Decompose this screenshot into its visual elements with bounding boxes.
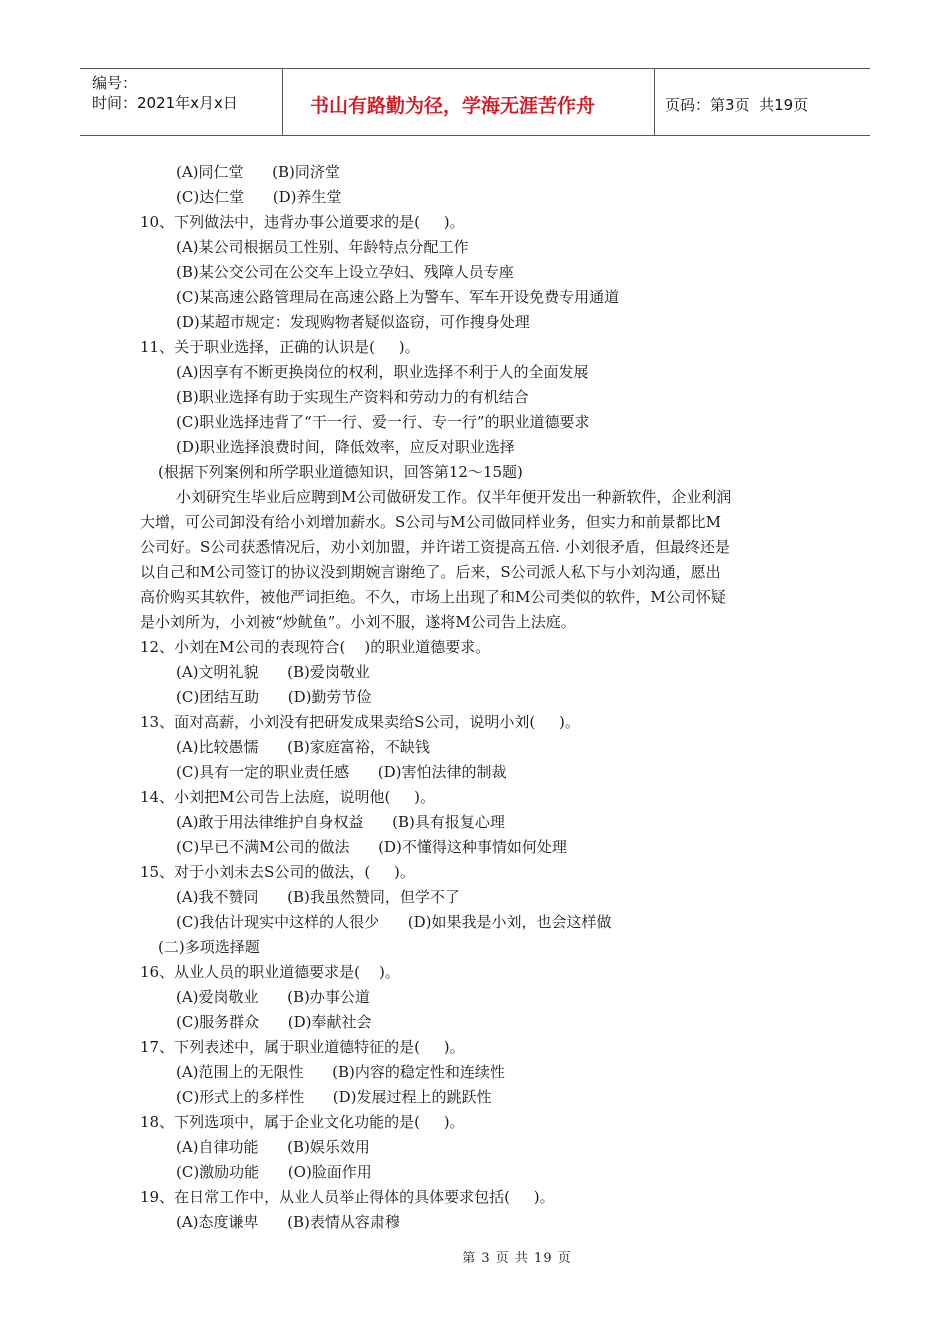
answer-option-line: (A)敢于用法律维护自身权益 (B)具有报复心理 [176,813,505,831]
question-line: 10、下列做法中，违背办事公道要求的是( )。 [140,213,465,231]
answer-option-line: (D)某超市规定：发现购物者疑似盗窃，可作搜身处理 [176,313,530,331]
header-page-info: 页码：第3页 共19页 [665,95,809,114]
answer-option-line: (C)激励功能 (O)脸面作用 [176,1163,372,1181]
answer-option-line: (A)爱岗敬业 (B)办事公道 [176,988,370,1006]
answer-option-line: (C)我估计现实中这样的人很少 (D)如果我是小刘，也会这样做 [176,913,612,931]
answer-option-line: (A)文明礼貌 (B)爱岗敬业 [176,663,370,681]
question-line: 15、对于小刘未去S公司的做法，( )。 [140,863,415,881]
answer-option-line: (C)某高速公路管理局在高速公路上为警车、军车开设免费专用通道 [176,288,620,306]
footer-page-number: 第 3 页 共 19 页 [462,1251,572,1266]
document-date: 时间：2021年x月x日 [92,94,238,112]
answer-option-line: (A)我不赞同 (B)我虽然赞同，但学不了 [176,888,460,906]
answer-option-line: (A)因享有不断更换岗位的权利，职业选择不利于人的全面发展 [176,363,589,381]
answer-option-line: (D)职业选择浪费时间，降低效率，应反对职业选择 [176,438,515,456]
answer-option-line: (C)服务群众 (D)奉献社会 [176,1013,372,1031]
question-line: 16、从业人员的职业道德要求是( )。 [140,963,400,981]
answer-option-line: (C)达仁堂 (D)养生堂 [176,188,342,206]
page-header [80,68,870,136]
answer-option-line: (C)具有一定的职业责任感 (D)害怕法律的制裁 [176,763,507,781]
section-heading: (根据下列案例和所学职业道德知识，回答第12～15题) [158,463,523,481]
document-number-label: 编号： [92,74,138,92]
document-body [140,160,810,1235]
question-line: 14、小刘把M公司告上法庭，说明他( )。 [140,788,435,806]
answer-option-line: (B)职业选择有助于实现生产资料和劳动力的有机结合 [176,388,529,406]
question-line: 17、下列表述中，属于职业道德特征的是( )。 [140,1038,465,1056]
case-paragraph-line: 大增，可公司卸没有给小刘增加薪水。S公司与M公司做同样业务，但实力和前景都比M [140,513,721,531]
case-paragraph-line: 公司好。S公司获悉情况后，劝小刘加盟，并许诺工资提高五倍. 小刘很矛盾，但最终还是 [140,538,730,556]
answer-option-line: (A)态度谦卑 (B)表情从容肃穆 [176,1213,400,1231]
answer-option-line: (A)比较愚懦 (B)家庭富裕，不缺钱 [176,738,430,756]
question-line: 13、面对高薪，小刘没有把研发成果卖给S公司，说明小刘( )。 [140,713,580,731]
question-line: 11、关于职业选择，正确的认识是( )。 [140,338,420,356]
case-paragraph-line: 以自己和M公司签订的协议没到期婉言谢绝了。后来，S公司派人私下与小刘沟通，愿出 [140,563,721,581]
answer-option-line: (C)形式上的多样性 (D)发展过程上的跳跃性 [176,1088,492,1106]
header-motto: 书山有路勤为径，学海无涯苦作舟 [283,69,655,135]
question-line: 12、小刘在M公司的表现符合( )的职业道德要求。 [140,638,491,656]
answer-option-line: (A)某公司根据员工性别、年龄特点分配工作 [176,238,469,256]
question-line: 18、下列选项中，属于企业文化功能的是( )。 [140,1113,465,1131]
answer-option-line: (A)自律功能 (B)娱乐效用 [176,1138,370,1156]
answer-option-line: (B)某公交公司在公交车上设立孕妇、残障人员专座 [176,263,514,281]
answer-option-line: (A)同仁堂 (B)同济堂 [176,163,340,181]
answer-option-line: (C)早已不满M公司的做法 (D)不懂得这种事情如何处理 [176,838,567,856]
case-paragraph-line: 高价购买其软件，被他严词拒绝。不久，市场上出现了和M公司类似的软件，M公司怀疑 [140,588,726,606]
answer-option-line: (C)团结互助 (D)勤劳节俭 [176,688,372,706]
header-meta [80,69,283,135]
page-footer [0,1247,950,1266]
answer-option-line: (C)职业选择违背了“干一行、爱一行、专一行”的职业道德要求 [176,413,590,431]
question-line: 19、在日常工作中，从业人员举止得体的具体要求包括( )。 [140,1188,555,1206]
answer-option-line: (A)范围上的无限性 (B)内容的稳定性和连续性 [176,1063,505,1081]
section-heading: (二)多项选择题 [158,938,260,956]
case-paragraph-line: 是小刘所为，小刘被“炒鱿鱼”。小刘不服，遂将M公司告上法庭。 [140,613,576,631]
case-paragraph-line: 小刘研究生毕业后应聘到M公司做研发工作。仅半年便开发出一种新软件，企业利润 [176,488,732,506]
